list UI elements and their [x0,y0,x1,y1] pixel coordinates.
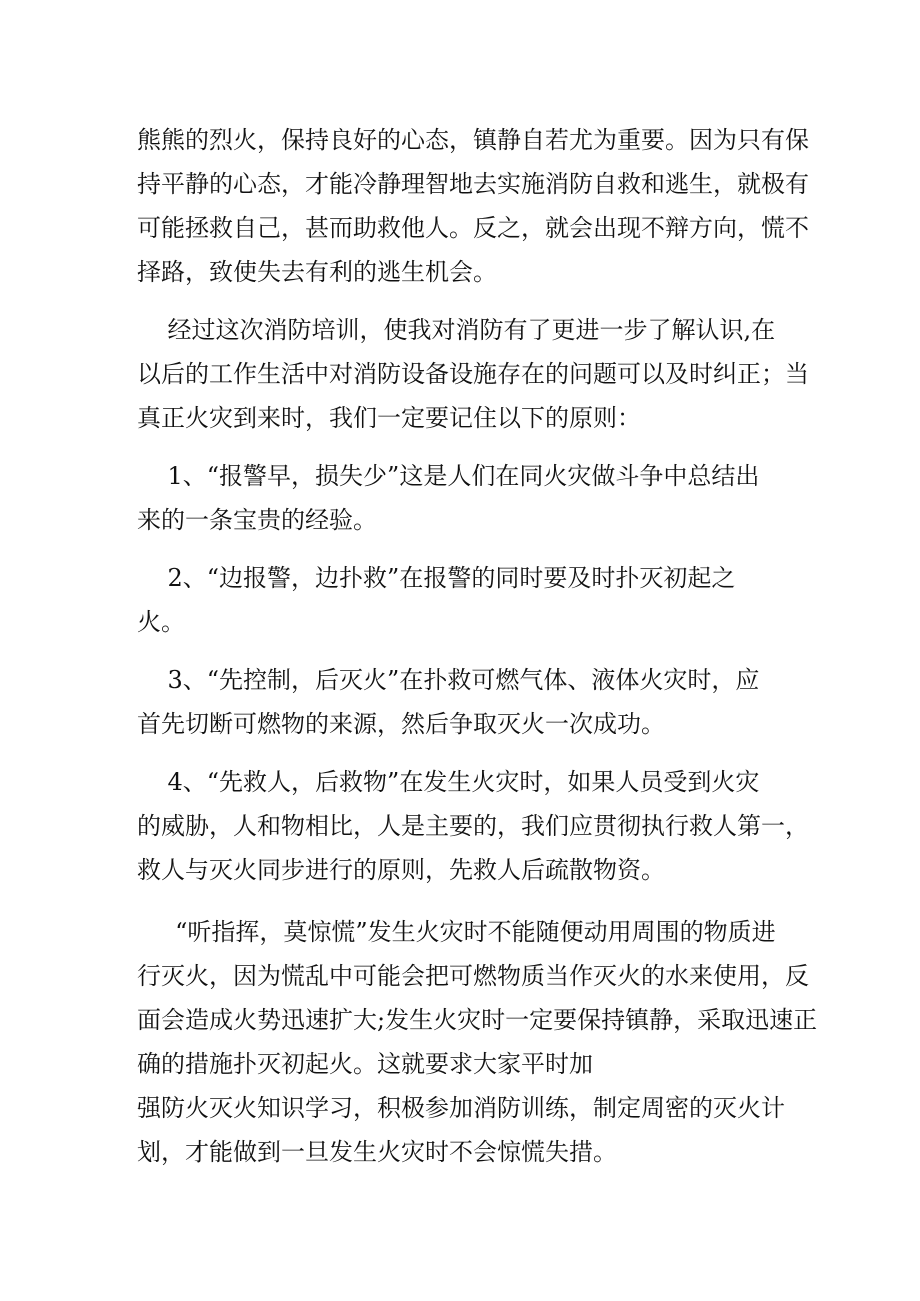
paragraph-gap [137,746,787,760]
paragraph-gap [137,542,787,556]
text-line: 3、“先控制，后灭火”在扑救可燃气体、液体火灾时，应 [137,666,760,694]
text-line: 的威胁，人和物相比，人是主要的，我们应贯彻执行救人第一， [137,812,809,840]
paragraph-gap [137,440,787,454]
text-line: 火。 [137,608,185,636]
text-line: 可能拯救自己，甚而助救他人。反之，就会出现不辩方向，慌不 [137,214,809,242]
text-line: 真正火灾到来时，我们一定要记住以下的原则： [137,404,641,432]
text-line: 4、“先救人，后救物”在发生火灾时，如果人员受到火灾 [137,768,760,796]
text-line: 行灭火，因为慌乱中可能会把可燃物质当作灭火的水来使用，反 [137,962,809,990]
document-body [137,118,818,1174]
text-line: 择路，致使失去有利的逃生机会。 [137,258,497,286]
text-line: 救人与灭火同步进行的原则，先救人后疏散物资。 [137,856,665,884]
text-line: 强防火灭火知识学习，积极参加消防训练，制定周密的灭火计 [137,1094,785,1122]
text-line: 以后的工作生活中对消防设备设施存在的问题可以及时纠正；当 [137,360,809,388]
text-line: 持平静的心态，才能冷静理智地去实施消防自救和逃生，就极有 [137,170,809,198]
paragraph-gap [137,644,787,658]
text-line: 来的一条宝贵的经验。 [137,506,377,534]
text-line: 经过这次消防培训，使我对消防有了更进一步了解认识,在 [137,316,776,344]
text-line: “听指挥，莫惊慌”发生火灾时不能随便动用周围的物质进 [137,918,776,946]
paragraph-gap [137,892,787,910]
text-line: 2、“边报警，边扑救”在报警的同时要及时扑灭初起之 [137,564,736,592]
text-line: 确的措施扑灭初起火。这就要求大家平时加 [137,1050,593,1078]
text-line: 1、“报警早，损失少”这是人们在同火灾做斗争中总结出 [137,462,760,490]
text-line: 划，才能做到一旦发生火灾时不会惊慌失措。 [137,1138,617,1166]
paragraph-gap [137,294,787,308]
text-line: 熊熊的烈火，保持良好的心态，镇静自若尤为重要。因为只有保 [137,126,809,154]
text-line: 面会造成火势迅速扩大;发生火灾时一定要保持镇静，采取迅速正 [137,1006,818,1034]
text-line: 首先切断可燃物的来源，然后争取灭火一次成功。 [137,710,665,738]
